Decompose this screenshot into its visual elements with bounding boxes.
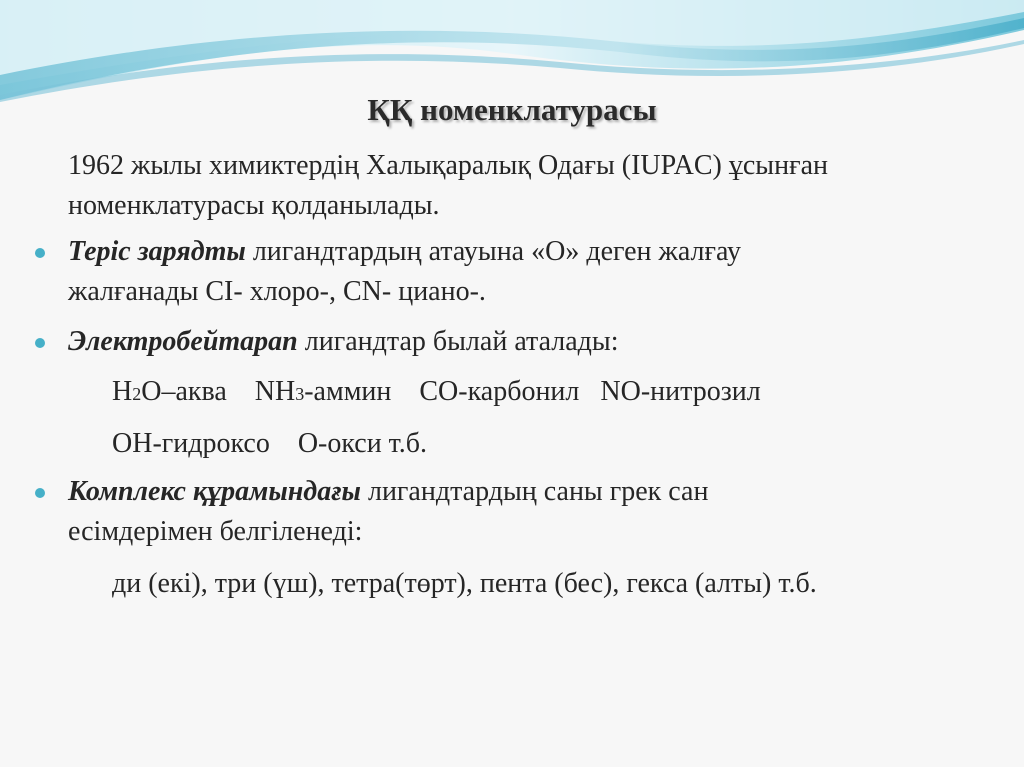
bullet-text-line-2: есімдерімен белгіленеді: [68,516,363,547]
neutral-ligands-line-1: H2O–аква NH3-аммин CO-карбонил NO-нитрозил [112,376,761,407]
bullet-text: лигандтардың атауына «О» деген жалғау [245,236,742,267]
bullet-emphasis: Теріс зарядты [68,236,246,267]
greek-prefixes-line: ди (екі), три (үш), тетра(төрт), пента (бес), гекса (алты) т.б. [112,568,817,599]
neutral-ligands-line-2: OH-гидроксо O-окси т.б. [112,428,428,459]
bullet-emphasis: Электробейтарап [68,326,298,357]
bullet-emphasis: Комплекс құрамындағы [68,476,361,507]
bullet-text: лигандтар былай аталады: [297,326,619,357]
bullet-dot-icon [35,248,45,258]
bullet-count-prefixes [68,472,708,552]
slide-title: ҚҚ номенклатурасы [367,92,657,127]
bullet-dot-icon [35,488,45,498]
bullet-dot-icon [35,338,45,348]
bullet-text-line-2: жалғанады CI- хлоро-, CN- циано-. [68,276,486,307]
bullet-neutral-ligands [68,322,619,362]
bullet-text: лигандтардың саны грек сан [360,476,709,507]
intro-paragraph [68,146,828,226]
intro-line-2: номенклатурасы қолданылады. [68,190,440,221]
intro-line-1: 1962 жылы химиктердің Халықаралық Одағы (IUPAC) ұсынған [68,150,828,181]
bullet-negative-ligands [68,232,741,312]
